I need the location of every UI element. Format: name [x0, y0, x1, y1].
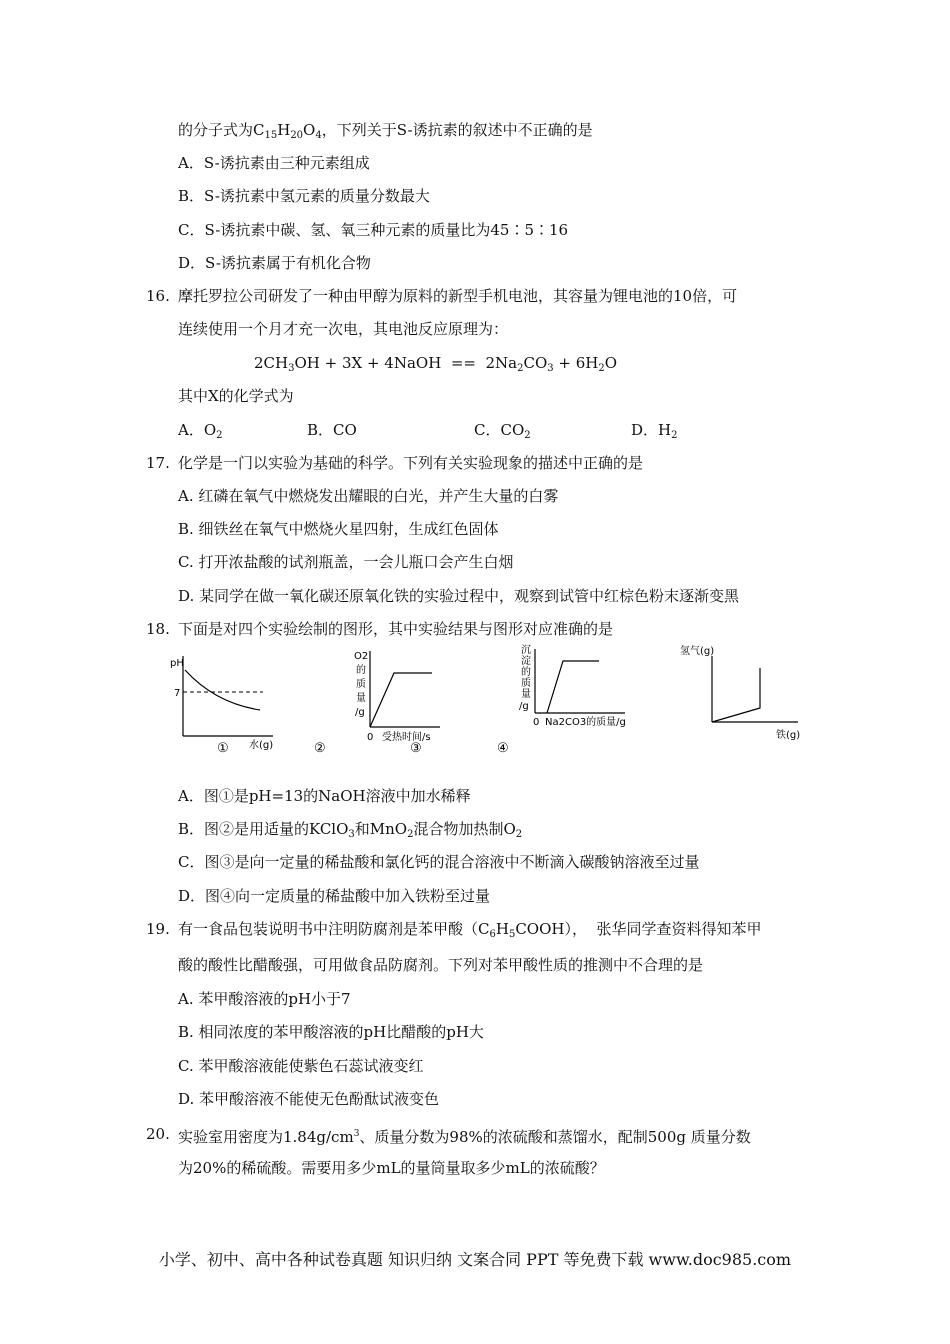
stem-text: COOH）， 张华同学查资料得知苯甲	[515, 920, 762, 938]
q20-stem-line2: 为20%的稀硫酸。需要用多少mL的量筒量取多少mL的浓硫酸？	[178, 1159, 605, 1177]
fig1-caption: ①	[217, 741, 229, 756]
opt-sub: 2	[524, 430, 531, 441]
q17-option-c: C. 打开浓盐酸的试剂瓶盖，一会儿瓶口会产生白烟	[178, 553, 514, 571]
eq-sub: 2	[598, 363, 605, 374]
fig2-curve	[370, 673, 432, 727]
q15-formula-sub: 15	[264, 130, 278, 141]
fig1-curve	[185, 670, 260, 710]
fig3-origin: 0	[533, 717, 540, 728]
fig4-xlabel: 铁(g)	[776, 730, 801, 741]
q16-number: 16.	[146, 287, 170, 305]
figure-4	[680, 642, 810, 742]
formula-part: H	[495, 920, 509, 938]
fig1-xlabel: 水(g)	[249, 740, 274, 751]
fig4-curve	[712, 668, 760, 722]
fig3-ylabel-0: 沉	[521, 645, 531, 656]
fig2-xlabel: 受热时间/s	[382, 732, 431, 743]
fig4-ylabel: 氢气(g)	[680, 646, 715, 657]
figure-3	[497, 643, 640, 756]
eq-part: OH + 3X + 4NaOH == 2Na	[294, 354, 518, 372]
opt-sub: 2	[407, 829, 414, 840]
fig3-ylabel-4: 量	[521, 689, 531, 700]
fig3-ylabel-2: 的	[521, 667, 531, 678]
fig1-mark: 7	[174, 688, 181, 699]
stem-text: 有一食品包装说明书中注明防腐剂是苯甲酸（C	[178, 920, 490, 938]
q15-formula-sub: 4	[315, 130, 322, 141]
q19-option-d: D. 苯甲酸溶液不能使无色酚酞试液变色	[178, 1090, 440, 1108]
q16-option-d	[631, 420, 677, 446]
q18-option-a: A．图①是pH=13的NaOH溶液中加水稀释	[178, 787, 471, 805]
opt-text: 和MnO	[354, 820, 408, 838]
eq-sub: 3	[547, 363, 554, 374]
page-footer: 小学、初中、高中各种试卷真题 知识归纳 文案合同 PPT 等免费下载 www.doc985.com	[158, 1250, 792, 1269]
q15-stem-continued	[178, 120, 593, 146]
q18-option-b	[178, 819, 522, 845]
q19-option-b: B. 相同浓度的苯甲酸溶液的pH比醋酸的pH大	[178, 1023, 484, 1041]
formula-sub: 5	[508, 929, 516, 940]
stem-text: 、质量分数为98%的浓硫酸和蒸馏水，配制500g 质量分数	[359, 1128, 751, 1146]
q16-equation	[254, 353, 617, 379]
fig2-ylabel-3: 量	[356, 693, 366, 704]
q15-option-b: B．S-诱抗素中氢元素的质量分数最大	[178, 187, 430, 205]
opt-text: D．H	[631, 421, 672, 439]
q19-number: 19.	[146, 920, 170, 938]
opt-text: 混合物加热制O	[413, 820, 516, 838]
q19-stem-line2: 酸的酸性比醋酸强，可用做食品防腐剂。下列对苯甲酸性质的推测中不合理的是	[178, 956, 704, 974]
q17-option-d: D. 某同学在做一氧化碳还原氧化铁的实验过程中，观察到试管中红棕色粉末逐渐变黑	[178, 587, 740, 605]
opt-sub: 2	[671, 430, 678, 441]
fig2-ylabel-1: 的	[356, 665, 366, 676]
q15-formula-part: O	[303, 121, 316, 139]
eq-sub: 2	[517, 363, 524, 374]
q15-formula-sub: 20	[290, 130, 304, 141]
opt-sub: 2	[216, 430, 223, 441]
fig2-ylabel-2: 质	[356, 679, 366, 690]
q17-option-b: B. 细铁丝在氧气中燃烧火星四射，生成红色固体	[178, 520, 499, 538]
q15-option-a: A．S-诱抗素由三种元素组成	[178, 154, 370, 172]
fig3-ylabel-3: 质	[521, 678, 531, 689]
q17-number: 17.	[146, 454, 170, 472]
opt-text: B．CO	[307, 421, 357, 439]
fig2-ylabel-4: /g	[355, 707, 365, 718]
q18-number: 18.	[146, 620, 170, 638]
eq-part: 2CH	[254, 354, 289, 372]
fig2-caption: ②	[314, 741, 326, 756]
figure-1	[165, 648, 305, 758]
fig3-ylabel-1: 淀	[521, 656, 531, 667]
eq-part: + 6H	[553, 354, 599, 372]
fig2-origin: 0	[367, 732, 374, 743]
q16-option-a	[178, 420, 223, 446]
eq-sub: 3	[288, 363, 295, 374]
q16-stem-line2: 连续使用一个月才充一次电，其电池反应原理为：	[178, 320, 509, 338]
fig2-ylabel-0: O2	[354, 651, 369, 662]
q15-stem-part: ，下列关于S-诱抗素的叙述中不正确的是	[321, 121, 593, 139]
q15-option-d: D．S-诱抗素属于有机化合物	[178, 254, 371, 272]
q18-stem: 下面是对四个实验绘制的图形，其中实验结果与图形对应准确的是	[178, 620, 614, 638]
fig4-caption: ④	[497, 741, 509, 756]
fig1-ylabel: pH	[170, 658, 184, 669]
q15-stem-part: 的分子式为C	[178, 121, 265, 139]
fig3-ylabel-5: /g	[519, 701, 529, 712]
fig3-xlabel: Na2CO3的质量/g	[545, 717, 626, 728]
q16-option-b	[307, 420, 357, 440]
opt-text: C．CO	[474, 421, 525, 439]
q19-stem-line1	[178, 919, 762, 945]
q19-option-a: A. 苯甲酸溶液的pH小于7	[178, 990, 351, 1008]
eq-part: CO	[523, 354, 548, 372]
figure-2	[308, 645, 458, 757]
q15-option-c: C．S-诱抗素中碳、氢、氧三种元素的质量比为45∶5∶16	[178, 221, 569, 239]
q18-option-c: C．图③是向一定量的稀盐酸和氯化钙的混合溶液中不断滴入碳酸钠溶液至过量	[178, 853, 700, 871]
opt-sub: 3	[348, 829, 355, 840]
q20-stem-line1	[178, 1124, 751, 1147]
fig3-curve	[547, 661, 599, 713]
q15-formula-part: H	[277, 121, 291, 139]
fig3-caption: ③	[410, 741, 422, 756]
q16-stem-line1: 摩托罗拉公司研发了一种由甲醇为原料的新型手机电池，其容量为锂电池的10倍，可	[178, 287, 738, 305]
q17-option-a: A. 红磷在氧气中燃烧发出耀眼的白光，并产生大量的白雾	[178, 487, 559, 505]
q19-option-c: C. 苯甲酸溶液能使紫色石蕊试液变红	[178, 1057, 424, 1075]
opt-text: B．图②是用适量的KClO	[178, 820, 349, 838]
q16-stem-line3: 其中X的化学式为	[178, 387, 294, 405]
q17-stem: 化学是一门以实验为基础的科学。下列有关实验现象的描述中正确的是	[178, 454, 644, 472]
formula-sub: 6	[489, 929, 496, 940]
unit-sup: 3	[353, 1129, 360, 1139]
opt-sub: 2	[515, 829, 523, 840]
stem-text: 实验室用密度为1.84g/cm	[178, 1128, 354, 1146]
q18-option-d: D．图④向一定质量的稀盐酸中加入铁粉至过量	[178, 887, 491, 905]
opt-text: A．O	[178, 421, 217, 439]
q16-option-c	[474, 420, 531, 446]
eq-part: O	[604, 354, 618, 372]
q20-number: 20.	[146, 1125, 170, 1143]
